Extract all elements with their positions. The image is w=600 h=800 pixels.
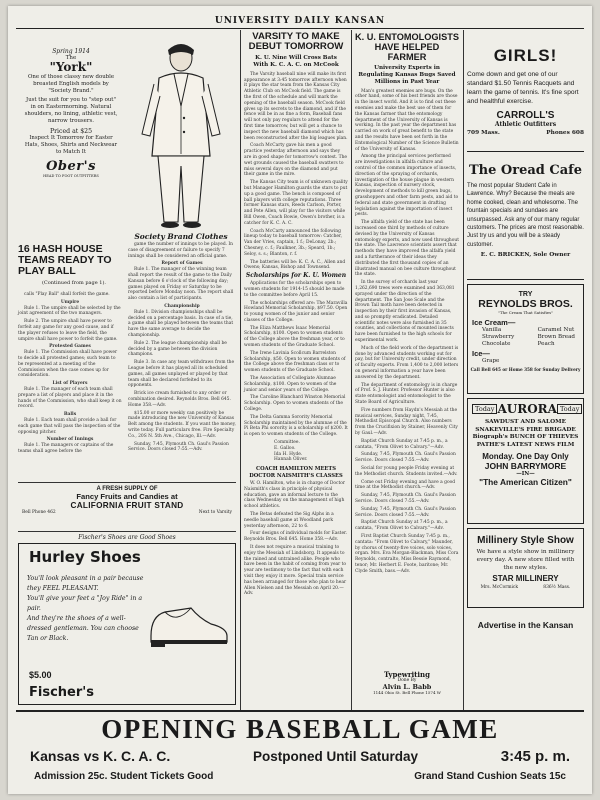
footer-admission: Admission 25c. Student Tickets Good xyxy=(34,771,214,782)
ad-pitch: Just the suit for you to "step out" in on Eastermorning. Natural shoulders, no lining, athletic vest, narrow trousers. xyxy=(24,97,118,124)
reynolds-delivery: Call Bell 645 or Home 358 for Sunday Delivery xyxy=(470,367,581,372)
millinery-footer xyxy=(468,585,583,590)
ad-season: Spring 1914 xyxy=(52,48,90,55)
flavor-item: Chocolate xyxy=(482,341,511,347)
fruit-line1: A FRESH SUPPLY OF xyxy=(96,486,158,492)
balls-heading: Balls xyxy=(63,412,77,418)
ad-model-name: "York" xyxy=(49,60,93,74)
church-notice: Sunday, 7:45, Plymouth Ch. Gaul's Passion Service. Doors closed 7:55.—Adv. xyxy=(355,506,456,518)
column-divider xyxy=(351,30,352,580)
rule-text: Rule 1. The manager of the winning team shall report the result of the game to the Daily Kansan before 6 o'clock of the following day; games played on Friday or Saturday to be reported before Monday noon. The report shall also contain a list of participants. xyxy=(128,267,234,302)
ad-price: Priced at $25 xyxy=(49,128,93,135)
committee-label: Committee. xyxy=(274,440,300,446)
scholarship-p: The Delta Gamma Sorority Memorial Scholarship maintained by the alumnae of the Pi Beta Phi sorority is a scholarship of $200. It is open to women students of the College. xyxy=(244,414,348,438)
entomology-article xyxy=(355,32,459,580)
rule-text: Rule 2. The league championship shall be decided by a game between the division champions. xyxy=(128,340,227,358)
ice-cream-label: Ice Cream— xyxy=(472,318,516,327)
bball-col2 xyxy=(128,242,236,478)
fruit-stand-ad xyxy=(18,482,236,532)
innings-heading: Number of Innings xyxy=(46,437,94,443)
varsity-p: The Kansas City team is of unknown quality but Manager Hamilton guards the stars to put up a good game. The bench is composed of ball players with college reputations. Three former Kansas stars, Reeds Carlson, Porter, and Pete Allen, will play for the visitors while Bill Owen, Coach Bowie, Owen's brother, is a catcher for K. C. A. C. xyxy=(244,180,348,226)
flavor-item: Caramel Nut xyxy=(537,327,575,333)
committee-member: Ida H. Hyde. xyxy=(274,451,303,457)
oread-title: The Oread Cafe xyxy=(468,163,583,178)
footer-time: 3:45 p. m. xyxy=(500,748,570,765)
typewriting-address: 1144 Ohio St. Bell Phone 1574 W xyxy=(373,690,441,695)
varsity-p: The Varsity baseball nine will make its first appearance at 3:45 tomorrow afternoon when it plays the star team from the Kansas City Athletic Club on McCook field. The game is the first of the schedule and will mark the opening of the baseball season. McCook field gives up its secrets to the diamond, and if the fence will be in as fine a form, Baseball fans will not only pay regulars to attend for the first time tomorrow, but will get a chance to inspect the new baseball diamond which has been reconstructed after the big leagues plan. xyxy=(244,71,348,141)
footer-rule xyxy=(16,710,584,712)
ento-headline: K. U. ENTOMOLOGISTS HAVE HELPED FARMER xyxy=(355,32,459,63)
bball-headline: 16 HASH HOUSE TEAMS READY TO PLAY BALL xyxy=(18,243,112,277)
scholarship-p: The Caroline Blanchard Winston Memorial Scholarship. Open to women students of the College. xyxy=(244,395,346,413)
reynolds-ad xyxy=(467,284,584,394)
flavors-left xyxy=(482,327,514,348)
varsity-p: Coach McCarty announced the following lineup today to baseball tomorrow: Catcher, Van der Vries, captain, 1 f.; DeLonay, 2b.; Chesney, c. f.; Faulkner, 3b.; Speard, 1b.; Seloy, s. s.; Blanton, r. f. xyxy=(244,228,343,257)
scholarship-p: The Association of Collegiate Alumnae Scholarship, $100. Open to women of the junior and senior years of the College. xyxy=(244,376,337,393)
aurora-films xyxy=(468,419,583,449)
aurora-today-left: Today xyxy=(472,404,497,414)
rule-text: Rule 2. The umpire shall have power to forfeit any game for any good cause, and if the player refuses to leave the field, the umpire shall have power to forfeit the game. xyxy=(18,319,118,342)
carrolls-subtitle: Athletic Outfitters xyxy=(494,121,557,128)
coach-p: The Betas defeated the Sig Alphs in a needle baseball game at Woodland park yesterday afternoon, 22 to 6. xyxy=(244,512,334,529)
reynolds-tagline: "The Cream That Satisfies" xyxy=(497,310,553,315)
scholarship-p: The Irene Lavinia Scollcum Barrelston Scholarship, $50. Open to women students of the College above the freshman class or to women students of the Graduate School. xyxy=(244,350,346,374)
girls-title: GIRLS! xyxy=(493,46,558,65)
ento-p: The department of entomology is in charge of Prof. S. J. Hunter. Professor Hunter is also state entomologist and entomologist to the State Board of Agriculture. xyxy=(355,382,458,406)
ento-p: Much of the field work of the department is done by advanced students working out for pay, but for University credit, under direction of faculty experts. From 1,400 to 2,000 letters on general information a year have been answered by the department. xyxy=(355,345,459,380)
protested-heading: Protested Games xyxy=(49,344,91,350)
coach-p: Four designs of individual molds for Easter. Reynolds Bros. Bell 645. Home 358.—Adv. xyxy=(244,531,348,543)
hurley-store: Fischer's xyxy=(29,685,94,700)
masthead: UNIVERSITY DAILY KANSAN xyxy=(214,16,386,26)
ad-the: The xyxy=(65,55,77,61)
typewriting-name: Alvin L. Babb xyxy=(382,683,432,691)
plymouth-notice: Sunday, 7:45, Plymouth Ch. Gaul's Passion Service. Doors closed 7:55.—Adv. xyxy=(128,441,229,453)
fruit-line2: Fancy Fruits and Candies at xyxy=(76,492,178,501)
varsity-p: Coach McCarty gave his men a good practice yesterday afternoon and says they are in good shape for tomorrow's contest. The wet grounds caused the baseball swatters to miss several days on the diamond and put their game in the mire. xyxy=(244,143,348,178)
scholarship-p: The scholarships offered are: The Maravilla Howland Memorial Scholarship, $97.50. Open to young women of the junior and senior classes of the College. xyxy=(244,300,348,323)
scholarship-p: Applications for the scholarships open to women students for 1914-15 should be made to the committee before April 15. xyxy=(244,281,345,298)
man-in-suit-illustration xyxy=(124,36,236,236)
footer-teams: Kansas vs K. C. A. C. xyxy=(30,748,171,764)
church-notice: Baptist Church Sunday at 7:45 p. m., a cantata, "From Olivet to Calvary."—Adv. xyxy=(355,438,448,450)
hurley-shoes-ad xyxy=(18,543,236,705)
masthead-rule xyxy=(16,28,584,29)
committee-member: E. Galloo. xyxy=(274,445,296,451)
varsity-article xyxy=(244,31,348,597)
ento-p: Among the principal services performed are investigations in alfalfa culture and control of the common importance of insects, direction of the spraying of orchards, investigation of the house plague in western Kansas, inspection of nursery stock, development of methods to kill green bugs, grasshoppers and other farm pests, and aid to federal and state government in drafting legislation against the importation of insect pests. xyxy=(355,154,459,218)
fruit-location: Next to Varsity xyxy=(198,510,232,515)
church-notice: Sunday, 7:45, Plymouth Ch. Gaul's Passion Service. Doors closed 7:55.—Adv. xyxy=(355,452,456,464)
rule-text: Rule 1. The Commission shall have power to decide all protested games; such team to be represented at a meeting of the Commission when the case comes up for consideration. xyxy=(18,350,118,379)
scholarship-heading: Scholarships for K. U. Women xyxy=(245,272,347,280)
rule-text: Rule 1. Division championships shall be decided on a percentage basis. In case of a tie, a game shall be played between the teams that have the same average to decide the championship. xyxy=(128,309,234,338)
shoe-illustration xyxy=(147,602,231,648)
rule-text: Rule 1. The umpire shall be selected by the joint agreement of the two managers. xyxy=(18,305,121,317)
millinery-owner: Mrs. McCormick xyxy=(480,585,519,590)
ices-flavor: Grape xyxy=(482,358,500,364)
typewriting-title: Typewriting xyxy=(383,670,431,679)
ad-description: One of those classy new double breasted English models by "Society Brand." xyxy=(27,74,115,94)
flavor-item: Brown Bread xyxy=(537,334,575,340)
carrolls-footer xyxy=(467,130,584,136)
coach-body xyxy=(244,481,348,597)
rule-text: Rule 1. The managers or captains of the teams shall agree before the xyxy=(18,443,114,454)
coach-p: It does not require a musical training to enjoy the Messiah of Lindsborg. It appeals to the rained and untrained alike. People who have been in the habit of coming from year to year are testimony to the fact that with each visit they enjoy it more. Special train service has been arranged for those who plan to hear Allen Nielsen and the Messiah on April 20.—Adv. xyxy=(244,545,347,597)
rule-text: game the number of innings to be played. In case of disagreement or failure to specify 7 innings shall be considered an official game. xyxy=(128,242,233,259)
millinery-body: We have a style show in millinery every day. A new store filled with the new styles. xyxy=(476,549,575,571)
opening-game-ad xyxy=(16,714,584,790)
ento-body xyxy=(355,89,459,575)
hurley-body3: And they're the shoes of a well-dressed gentleman. You can choose Tan or Black. xyxy=(27,615,139,642)
oread-body: The most popular Student Cafe in Lawrence. Why? Because the meals are home cooked, clean and wholesome. The fountain specials and sundaes are unsurpassed. Ask any of our many regular customers. The prices are most reasonable. Just try us and you will be a steady customer. xyxy=(467,183,584,248)
flavor-item: Vanilla xyxy=(482,327,502,333)
footer-stand: Grand Stand Cushion Seats 15c xyxy=(414,771,566,782)
ento-p: In the survey of orchards last year 1,262,690 trees were examined and 363,081 sprayed under the direction of the department. The San Jose Scale and the Brown Tail moth have been detected in inspection by their first invasion of Kansas, and so promptly eradicated. Detailed scientific notes were also furnished in 35 counties, and collections of mounted insects have been furnished to the high schools for experimental work. xyxy=(355,280,455,344)
players-heading: List of Players xyxy=(52,381,88,387)
flavors-right xyxy=(538,327,575,348)
ices-label: Ice— xyxy=(472,349,490,358)
footer-prices-row xyxy=(16,771,584,782)
hurley-title: Hurley Shoes xyxy=(29,548,141,566)
film-title: SAWDUST AND SALOME xyxy=(485,419,566,425)
scholarship-p: The Eliza Matthews Isaac Memorial Scholarship, $100. Open to women students of the College above the freshman year, or to women students of the Graduate School. xyxy=(244,325,345,349)
reynolds-name: REYNOLDS BROS. xyxy=(478,298,573,310)
church-notice: Social for young people Friday evening at the Methodist church. Students invited.—Adv. xyxy=(355,466,458,477)
report-heading: Report of Games xyxy=(161,261,203,267)
film-title: SNAKEVILLE'S FIRE BRIGADE xyxy=(475,426,576,433)
fruit-footer xyxy=(18,510,236,515)
scholarship-body xyxy=(244,281,348,463)
hurley-copy xyxy=(27,574,145,644)
newspaper-page xyxy=(8,6,592,794)
fischer-tagline: Fischer's Shoes are Good Shoes xyxy=(78,534,176,541)
reynolds-try: TRY xyxy=(518,291,533,298)
footer-postponed: Postponed Until Saturday xyxy=(253,749,419,764)
millinery-title: Millinery Style Show xyxy=(477,535,574,546)
footer-teams-row xyxy=(16,748,584,765)
coach-p: W. O. Hamilton, who is in charge of Doctor Naismith's class in principle of physical education, gave an informal lecture to the class Wednesday on the management of high school athletics. xyxy=(244,481,346,510)
bball-continued: (Continued from page 1). xyxy=(41,280,107,286)
aurora-name: AURORA xyxy=(497,402,557,416)
championship-heading: Championship xyxy=(164,303,200,309)
church-notice: Five numbers from Haydn's Messiah at the musical services, Sunday night, 7:45, Methodist Episcopal Church. Also numbers from the Crucifixion by Stainer, Heavenly City by Gaul.—Adv. xyxy=(355,407,458,437)
column-divider xyxy=(351,580,352,710)
flavor-columns xyxy=(468,327,583,348)
carrolls-phone: Phones 608 xyxy=(546,130,584,136)
rule-text: Rule 1. Each team shall provide a ball for each game that will pass the inspection of the opposing pitcher. xyxy=(18,417,121,435)
committee-member: Hannah Oliver. xyxy=(274,457,308,463)
varsity-subhead: K. U. Nine Will Cross Bats With K. C. A. C. on McCook xyxy=(253,54,339,68)
rule-text: Rule 3. In case any team withdraws from the League before it has played all its scheduled games, all games unplayed or played by that team shall be declared forfeited to its opponents. xyxy=(128,360,235,389)
aurora-in: —IN— xyxy=(516,471,535,478)
church-notice: First Baptist Church Sunday 7:45 p. m., cantata: "From Olivet to Calvary," Maunder, by chorus of twenty-five voices, solo voices, organ. Mrs. Eva Morgan-Blackman, Miss Cora Reynolds, contralto, Miss Bessie Raymond, tenor; Mr. Herbert E. Foote, baritone; Mr. Clyde Smith, bass.—Adv. xyxy=(355,533,459,574)
church-notice: Come out Friday evening and have a good time at the Methodist church.—Adv. xyxy=(355,479,456,491)
ad-inspect: Inspect It Tomorrow for Easter Hats, Shoes, Shirts and Neckwear to Match It xyxy=(24,135,118,155)
typewriting-by: Done By xyxy=(397,678,417,683)
rule-text: Rule 1. The manager of each team shall prepare a list of players and place it in the hands of the Commission, who shall keep it on record. xyxy=(18,386,122,410)
film-title: Biograph's BUNCH OF THIEVES xyxy=(472,434,579,441)
committee-block xyxy=(244,440,348,463)
bball-col1 xyxy=(18,292,122,478)
hurley-body1: You'll look pleasant in a pair because they FEEL PLEASANT. xyxy=(27,575,144,592)
carrolls-ad xyxy=(467,32,584,152)
varsity-body xyxy=(244,72,348,271)
coach-heading: COACH HAMILTON MEETS DOCTOR NAISMITH'S CLASSES xyxy=(249,466,343,479)
aurora-today-right: Today xyxy=(557,404,582,414)
oread-owner: E. C. BRICKEN, Sole Owner xyxy=(480,252,571,259)
varsity-p: The batteries will be: K. C. A. C., Allen and Owens; Kansas, Bishop and Townsend. xyxy=(244,259,346,271)
ad-store-tagline: HEAD TO FOOT OUTFITTERS xyxy=(43,174,99,178)
millinery-address: 836½ Mass. xyxy=(543,585,571,590)
bball-col1-text: calls "Play Ball" shall forfeit the game. xyxy=(24,292,110,297)
brick-ice-cream-ad: Brick ice cream furnished to any order or combination desired. Reynolds Bros. Bell 645. Home 358.—Adv. xyxy=(128,391,231,408)
aurora-feature: "The American Citizen" xyxy=(479,477,572,488)
fruit-phone: Bell Phone 462 xyxy=(22,510,56,515)
varsity-headline: VARSITY TO MAKE DEBUT TOMORROW xyxy=(248,31,344,53)
aurora-monday: Monday. One Day Only xyxy=(482,452,569,462)
advertise-banner: Advertise in the Kansan xyxy=(477,620,574,630)
oread-cafe-ad xyxy=(467,156,584,280)
church-notice: Baptist Church Sunday at 7:45 p. m., a cantata, "From Olivet to Calvary."—Adv. xyxy=(355,520,448,532)
column-divider xyxy=(240,580,241,710)
flavor-item: Peach xyxy=(537,341,555,347)
aurora-star: JOHN BARRYMORE xyxy=(484,461,567,472)
fruit-line3: CALIFORNIA FRUIT STAND xyxy=(70,501,184,510)
aurora-header xyxy=(468,399,583,416)
church-notice: Sunday, 7:45, Plymouth Ch. Gaul's Passion Service. Doors closed 7:55.—Adv. xyxy=(355,493,456,504)
girls-body: Come down and get one of our standard $1.50 Tennis Racquets and learn the game of tennis. It's fine sport and healthful exercise. xyxy=(467,71,579,105)
ad-store-name: Ober's xyxy=(46,159,96,174)
carrolls-name: CARROLL'S xyxy=(496,110,555,121)
help-wanted-ad: $15.00 or more weekly can positively be made introducing the new University of Kansas Belt among the students. If you want the money, write today. Full particulars free. Fire Specialty Co., 20S N. 5th Ave., Chicago, Ill.—Adv. xyxy=(128,410,236,439)
column-divider xyxy=(240,30,241,580)
carrolls-address: 709 Mass. xyxy=(467,130,500,136)
umpire-heading: Umpire xyxy=(60,299,80,305)
flavor-item: Strawberry xyxy=(482,334,515,340)
hurley-body2: You'll give your feet a "Joy Ride" in a pair. xyxy=(27,595,143,612)
hurley-price: $5.00 xyxy=(29,670,52,680)
brand-name: Society Brand Clothes xyxy=(134,232,228,241)
footer-title: OPENING BASEBALL GAME xyxy=(101,714,499,744)
ento-p: Man's greatest enemies are bugs. On the other hand, some of his best friends are those in the insect world. And it is to find out these enemies and make the best use of them for the Kansas farmer that the entomology department of the University of Kansas is working. In the past year the department has carried on work of great benefit to the state and the results have been set forth in the Entomological Number of the Science Bulletin of the University of Kansas. xyxy=(355,88,459,152)
ento-subhead: University Experts in Regulating Kansas Bugs Saved Millions in Past Year xyxy=(358,64,456,85)
ento-p: The alfalfa yield of the state has been increased one third by methods of culture devised by the University of Kansas entomology experts, and now used throughout the state. The Lawrence scientists assert that methods they have improved the alfalfa yield and a furtherance of their ideas they distributed the first thousand copies of an illustrated manual on bee culture throughout the state. xyxy=(355,220,459,278)
film-title: PATHE'S LATEST NEWS FILM xyxy=(476,441,575,448)
society-brand-ad xyxy=(18,34,124,240)
column-divider xyxy=(463,30,464,710)
aurora-theater-ad xyxy=(467,398,584,524)
millinery-name: STAR MILLINERY xyxy=(492,574,559,583)
millinery-ad xyxy=(467,528,584,608)
typewriting-ad xyxy=(355,672,459,708)
